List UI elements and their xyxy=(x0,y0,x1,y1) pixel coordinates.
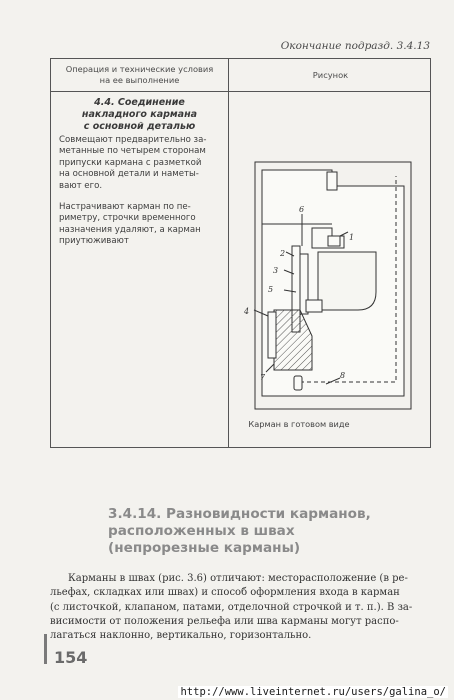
step-title-line: 4.4. Соединение xyxy=(94,97,185,108)
body-line: (с листочкой, клапаном, патами, отделочной строчкой и т. п.). В за- xyxy=(50,601,413,613)
step-title-line: накладного кармана xyxy=(81,109,198,120)
section-heading xyxy=(108,506,438,557)
body-line: висимости от положения рельефа или шва карманы могут распо- xyxy=(50,615,399,627)
figure-caption: Карман в готовом виде xyxy=(248,419,350,429)
source-watermark: http://www.liveinternet.ru/users/galina_o/ xyxy=(180,686,446,698)
figure-label-8: 8 xyxy=(340,371,346,380)
body-line: Карманы в швах (рис. 3.6) отличают: месторасположение (в ре- xyxy=(68,573,408,584)
section-heading-line: 3.4.14. Разновидности карманов, xyxy=(108,506,371,522)
body-line: лагаться наклонно, вертикально, горизонтально. xyxy=(50,630,312,642)
section-heading-line: (непрорезные карманы) xyxy=(108,540,301,556)
bottom-tab xyxy=(294,376,302,390)
body-paragraph xyxy=(50,572,433,643)
page-number: 154 xyxy=(54,648,88,667)
figure-label-5: 5 xyxy=(268,285,274,294)
pocket-flap xyxy=(318,252,376,310)
pocket-edge-strip xyxy=(268,312,276,358)
figure-label-6: 6 xyxy=(299,205,305,214)
top-tab xyxy=(327,172,337,190)
facing-fold xyxy=(328,236,340,246)
figure-label-2: 2 xyxy=(280,249,286,258)
running-head: Окончание подразд. 3.4.13 xyxy=(280,40,430,52)
table-header-operation: Операция и технические условия на ее выполнение xyxy=(65,64,214,85)
layer-strip-3 xyxy=(306,300,322,312)
body-line: льефах, складках или швах) и способ оформления входа в карман xyxy=(50,587,400,599)
section-heading-line: расположенных в швах xyxy=(108,523,295,539)
step-paragraph-1: Совмещают предварительно за- метанные по четырем сторонам припуски кармана с разметкой на основной детали и наметы- вают его. xyxy=(59,135,207,191)
page-number-bar xyxy=(44,634,47,664)
step-paragraph-2: Настрачивают карман по пе- риметру, строчки временного назначения удаляют, а карман приутюживают xyxy=(59,202,201,247)
figure-label-4: 4 xyxy=(244,307,250,316)
figure-label-7: 7 xyxy=(260,373,266,382)
step-title-line: с основной деталью xyxy=(83,121,196,132)
figure-label-3: 3 xyxy=(273,266,279,275)
figure-label-1: 1 xyxy=(349,233,355,242)
table-header-figure: Рисунок xyxy=(312,69,349,80)
